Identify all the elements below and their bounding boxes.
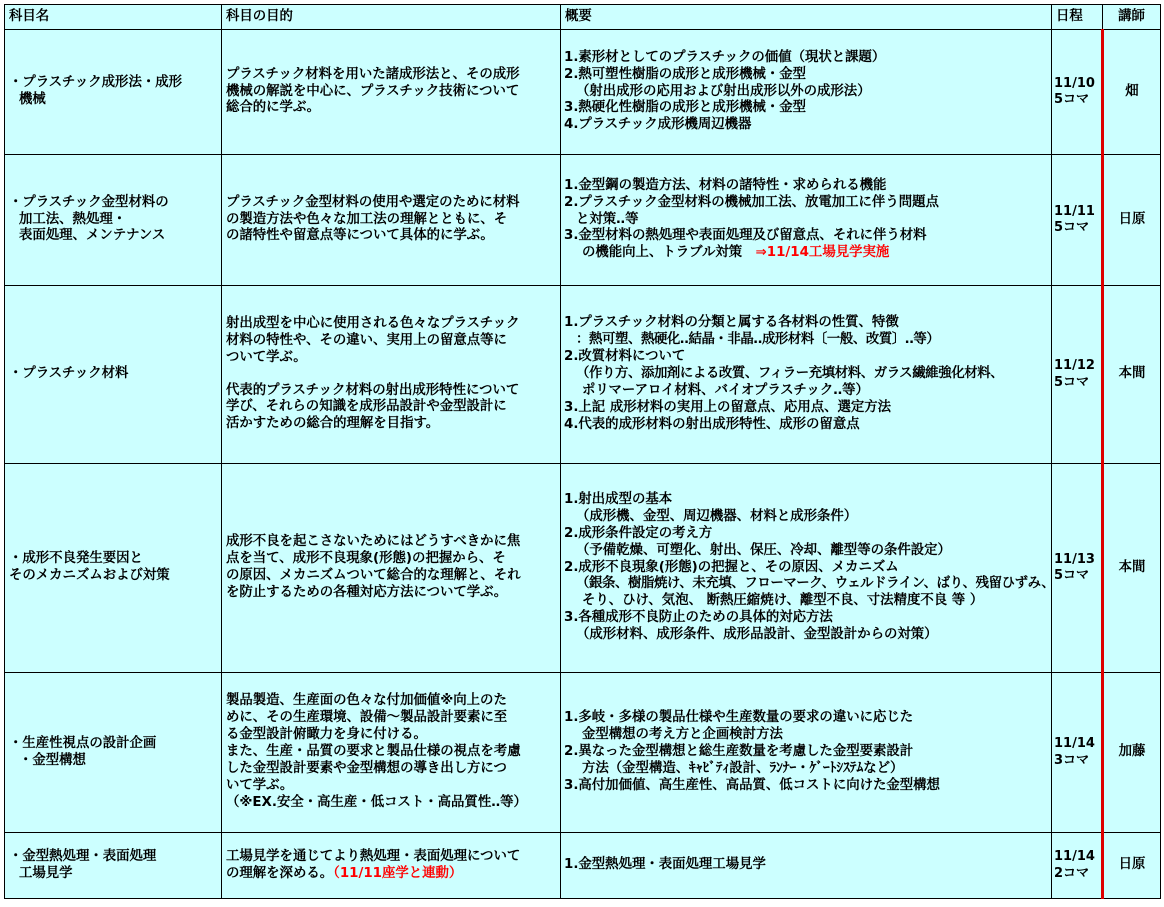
purpose-line: 点を当て、成形不良現象(形態)の把握から、そ xyxy=(226,551,506,567)
header-schedule: 日程 xyxy=(1052,5,1103,30)
subject-line: ・プラスチック金型材料の xyxy=(9,194,169,210)
header-instructor: 講師 xyxy=(1103,5,1161,30)
schedule-sessions: 3コマ xyxy=(1054,752,1090,768)
outline-line: （銀条、樹脂焼け、未充填、フローマーク、ウェルドライン、ばり、残留ひずみ、 xyxy=(576,576,1055,592)
instructor-cell: 加藤 xyxy=(1103,673,1161,833)
purpose-text: の理解を深める。 xyxy=(226,865,334,881)
header-row xyxy=(5,5,1161,30)
schedule-date: 11/14 xyxy=(1054,736,1095,752)
purpose-line: 製品製造、生産面の色々な付加価値※向上のた xyxy=(226,693,507,709)
purpose-line xyxy=(226,866,557,883)
outline-line: 2.改質材料について xyxy=(564,349,686,365)
purpose-line: の諸特性や留意点等について具体的に学ぶ。 xyxy=(226,228,494,244)
purpose-line: の製造方法や色々な加工法の理解とともに、そ xyxy=(226,211,508,227)
subject-cell xyxy=(5,286,222,464)
schedule-sessions: 5コマ xyxy=(1054,92,1090,107)
schedule-cell xyxy=(1052,286,1103,464)
outline-line: 1.多岐・多様の製品仕様や生産数量の要求の違いに応じた xyxy=(564,710,914,726)
outline-line xyxy=(564,245,1048,262)
outline-line: 4.代表的成形材料の射出成形特性、成形の留意点 xyxy=(564,416,860,432)
subject-line: 表面処理、メンテナンス xyxy=(19,228,166,244)
outline-line: ：熱可塑、熱硬化‥結晶・非晶‥成形材料〔一般、改質〕‥等） xyxy=(576,332,940,348)
instructor-cell: 日原 xyxy=(1103,155,1161,286)
outline-line: 2.熱可塑性樹脂の成形と成形機械・金型 xyxy=(564,66,807,82)
schedule-cell xyxy=(1052,833,1103,899)
subject-cell xyxy=(5,30,222,155)
outline-line: 2.異なった金型構想と総生産数量を考慮した金型要素設計 xyxy=(564,744,914,760)
purpose-line: 工場見学を通じてより熱処理・表面処理について xyxy=(226,848,521,864)
outline-line: 1.素形材としてのプラスチックの価値（現状と課題） xyxy=(564,49,886,65)
purpose-line: る金型設計俯瞰力を身に付ける。 xyxy=(226,727,427,743)
purpose-cell xyxy=(222,286,561,464)
purpose-line: の原因、メカニズムついて総合的な理解と、それ xyxy=(226,568,521,583)
purpose-line: 材料の特性や、その違い、実用上の留意点等に xyxy=(226,332,507,348)
outline-line: （作り方、添加剤による改質、フィラー充填材料、ガラス繊維強化材料、 xyxy=(576,366,1004,382)
purpose-line: プラスチック金型材料の使用や選定のために材料 xyxy=(226,194,520,210)
subject-cell xyxy=(5,673,222,833)
purpose-line: プラスチック材料を用いた諸成形法と、その成形 xyxy=(226,66,520,82)
outline-line: 2.成形不良現象(形態)の把握と、その原因、メカニズム xyxy=(564,559,899,575)
schedule-sessions: 5コマ xyxy=(1054,568,1090,583)
header-purpose: 科目の目的 xyxy=(222,5,561,30)
factory-visit-note: ⇒11/14工場見学実施 xyxy=(755,245,890,261)
purpose-line: 代表的プラスチック材料の射出成形特性について xyxy=(226,382,520,398)
subject-line: ・生産性視点の設計企画 xyxy=(9,735,157,751)
outline-line: 2.プラスチック金型材料の機械加工法、放電加工に伴う問題点 xyxy=(564,194,939,210)
schedule-sessions: 5コマ xyxy=(1054,374,1090,390)
purpose-line: した金型設計要素や金型構想の導き出し方につ xyxy=(226,760,507,776)
purpose-cell xyxy=(222,30,561,155)
table-row xyxy=(5,833,1161,899)
header-subject: 科目名 xyxy=(5,5,222,30)
outline-cell xyxy=(561,30,1052,155)
subject-line: ・金型熱処理・表面処理 xyxy=(9,848,157,864)
outline-line: そり、ひけ、気泡、 断熱圧縮焼け、離型不良、寸法精度不良 等 ） xyxy=(582,593,984,609)
schedule-cell xyxy=(1052,155,1103,286)
outline-cell xyxy=(561,673,1052,833)
subject-line: 工場見学 xyxy=(19,865,73,881)
outline-line: 3.高付加価値、高生産性、高品質、低コストに向けた金型構想 xyxy=(564,777,940,793)
table-row xyxy=(5,30,1161,155)
table-row xyxy=(5,286,1161,464)
purpose-line: めに、その生産環境、設備～製品設計要素に至 xyxy=(226,710,508,726)
purpose-line: また、生産・品質の要求と製品仕様の視点を考慮 xyxy=(226,744,521,760)
subject-line: ・プラスチック材料 xyxy=(9,366,129,382)
instructor-cell: 本間 xyxy=(1103,464,1161,673)
outline-line: 4.プラスチック成形機周辺機器 xyxy=(564,117,752,133)
schedule-cell xyxy=(1052,673,1103,833)
schedule-cell xyxy=(1052,464,1103,673)
instructor-cell: 日原 xyxy=(1103,833,1161,899)
purpose-line: を防止するための各種対応方法について学ぶ。 xyxy=(226,584,508,600)
course-table xyxy=(4,4,1161,899)
subject-cell xyxy=(5,464,222,673)
schedule-sessions: 2コマ xyxy=(1054,865,1090,881)
instructor-cell: 畑 xyxy=(1103,30,1161,155)
outline-line: （成形材料、成形条件、成形品設計、金型設計からの対策） xyxy=(576,627,938,643)
instructor-cell: 本間 xyxy=(1103,286,1161,464)
outline-text: の機能向上、トラブル対策 xyxy=(582,245,743,261)
subject-line: 機械 xyxy=(19,92,46,107)
purpose-line: 機械の解説を中心に、プラスチック技術について xyxy=(226,83,520,99)
purpose-line: 活かすための総合的理解を目指す。 xyxy=(226,416,440,432)
schedule-date: 11/10 xyxy=(1054,75,1095,91)
subject-line: そのメカニズムおよび対策 xyxy=(9,568,170,583)
outline-line: （射出成形の応用および射出成形以外の成形法） xyxy=(576,83,871,99)
outline-line: 1.金型熱処理・表面処理工場見学 xyxy=(564,857,766,873)
purpose-line: いて学ぶ。 xyxy=(226,777,294,793)
subject-line: ・プラスチック成形法・成形 xyxy=(9,75,183,91)
outline-line: （成形機、金型、周辺機器、材料と成形条件） xyxy=(576,508,858,524)
purpose-cell xyxy=(222,464,561,673)
outline-cell xyxy=(561,155,1052,286)
subject-cell xyxy=(5,833,222,899)
purpose-cell xyxy=(222,155,561,286)
header-outline: 概要 xyxy=(561,5,1052,30)
outline-line: 3.熱硬化性樹脂の成形と成形機械・金型 xyxy=(564,100,807,116)
outline-line: 1.プラスチック材料の分類と属する各材料の性質、特徴 xyxy=(564,315,899,331)
outline-line: 方法（金型構造、ｷｬﾋﾞﾃｨ設計、ﾗﾝﾅｰ・ｹﾞｰﾄｼｽﾃﾑなど） xyxy=(582,760,904,776)
outline-line: 1.金型鋼の製造方法、材料の諸特性・求められる機能 xyxy=(564,177,887,193)
purpose-cell xyxy=(222,833,561,899)
purpose-cell xyxy=(222,673,561,833)
purpose-line: 総合的に学ぶ。 xyxy=(226,100,321,116)
outline-line: 1.射出成型の基本 xyxy=(564,491,673,507)
subject-line: 加工法、熱処理・ xyxy=(19,211,127,227)
subject-cell xyxy=(5,155,222,286)
outline-line: ポリマーアロイ材料、バイオプラスチック‥等） xyxy=(582,382,869,398)
table-row xyxy=(5,155,1161,286)
outline-cell xyxy=(561,464,1055,673)
outline-line: 3.各種成形不良防止のための具体的対応方法 xyxy=(564,610,833,626)
purpose-line: 学び、それらの知識を成形品設計や金型設計に xyxy=(226,399,507,415)
purpose-line: ついて学ぶ。 xyxy=(226,349,307,365)
subject-line: ・金型構想 xyxy=(19,752,86,768)
schedule-date: 11/13 xyxy=(1054,551,1095,567)
outline-line: 2.成形条件設定の考え方 xyxy=(564,525,713,541)
outline-line: 3.上記 成形材料の実用上の留意点、応用点、選定方法 xyxy=(564,399,892,415)
schedule-date: 11/11 xyxy=(1054,203,1095,219)
linked-lecture-note: （11/11座学と連動） xyxy=(333,865,463,881)
schedule-cell xyxy=(1052,30,1103,155)
outline-cell xyxy=(561,833,1052,899)
purpose-line: 成形不良を起こさないためにはどうすべきかに焦 xyxy=(226,534,521,550)
purpose-line: （※EX.安全・高生産・低コスト・高品質性‥等） xyxy=(226,794,527,810)
schedule-date: 11/12 xyxy=(1054,358,1095,374)
schedule-date: 11/14 xyxy=(1054,849,1095,865)
outline-line: 3.金型材料の熱処理や表面処理及び留意点、それに伴う材料 xyxy=(564,228,927,244)
table-row xyxy=(5,673,1161,833)
purpose-line: 射出成型を中心に使用される色々なプラスチック xyxy=(226,315,520,331)
subject-line: ・成形不良発生要因と xyxy=(9,551,143,567)
table-row xyxy=(5,464,1161,673)
outline-line: と対策‥等 xyxy=(576,211,639,227)
outline-line: （予備乾燥、可塑化、射出、保圧、冷却、離型等の条件設定） xyxy=(576,542,951,558)
outline-cell xyxy=(561,286,1052,464)
schedule-sessions: 5コマ xyxy=(1054,220,1090,235)
outline-line: 金型構想の考え方と企画検討方法 xyxy=(582,727,783,743)
